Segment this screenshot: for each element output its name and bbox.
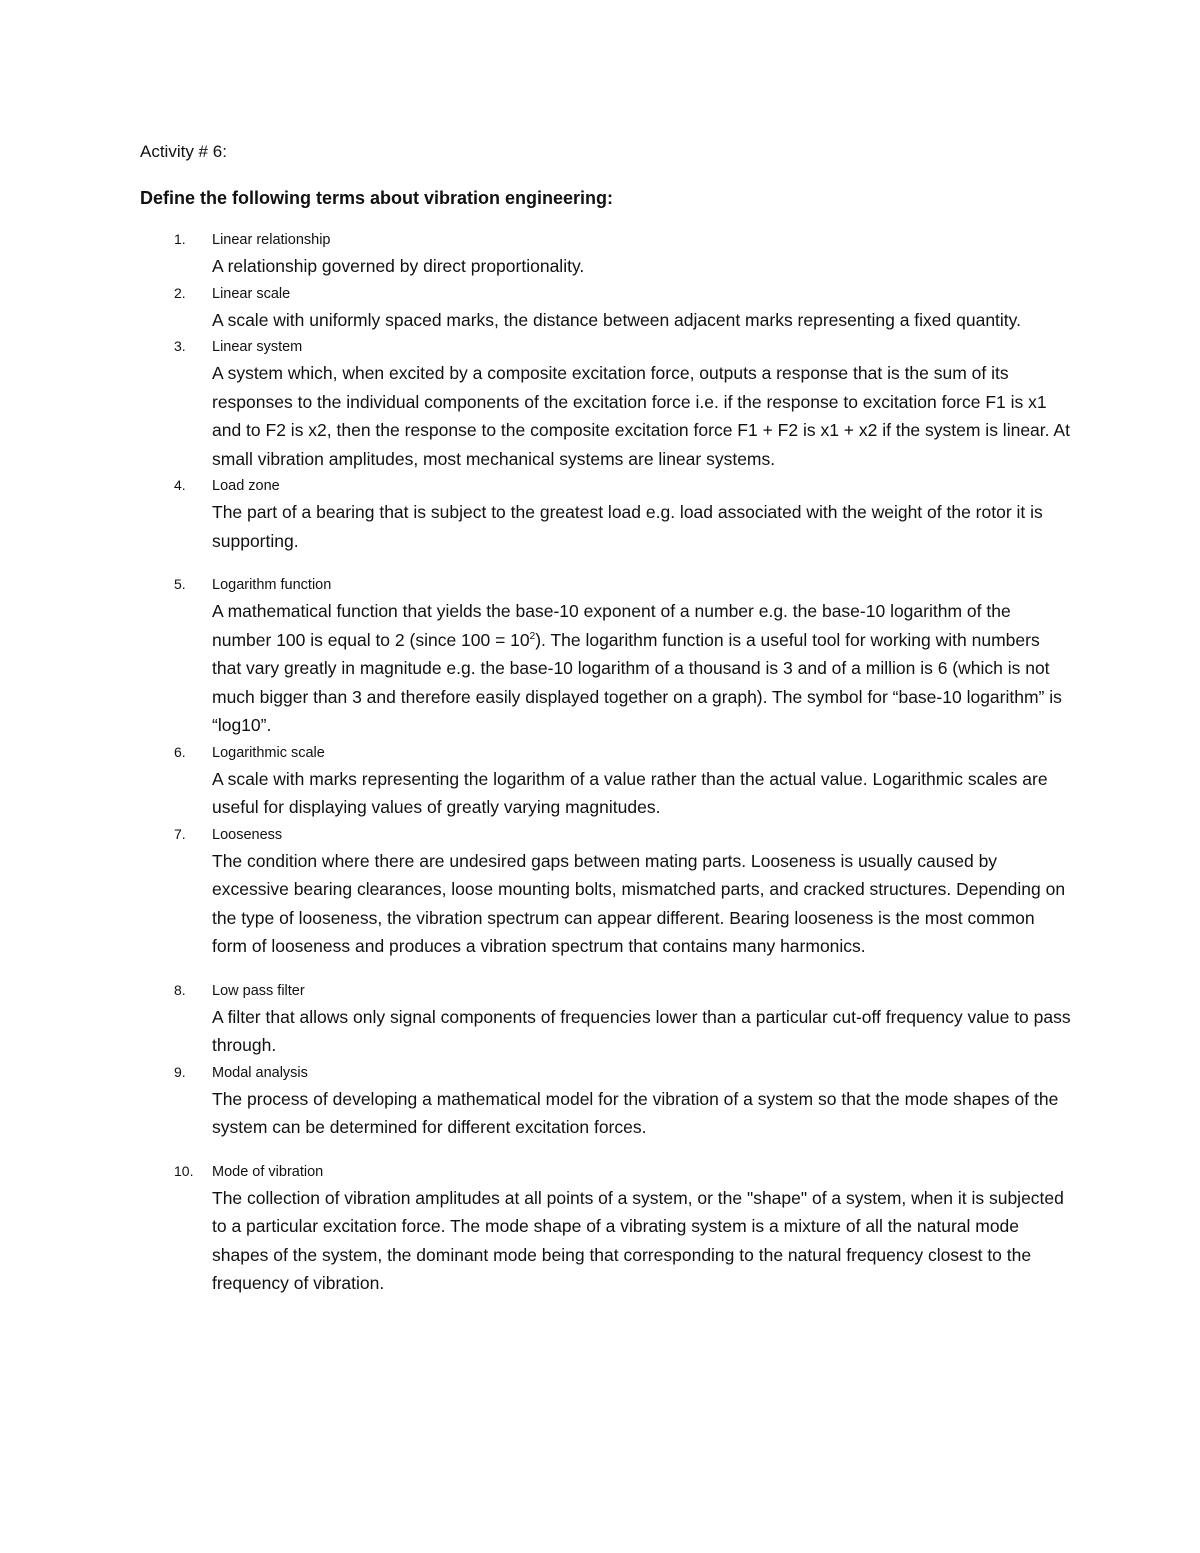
- definition-text: ). The logarithm function is a useful tool for working with numbers that vary greatly in magnitude e.g. the base-10 logarithm of a thousand is 3 and of a million is 6 (which is not much bigger than 3 and therefore easily displayed together on a graph). The symbol for “base-10 logarithm” is “log10”.: [212, 629, 1062, 735]
- definition-item: [0, 573, 1200, 740]
- term-definition: The process of developing a mathematical model for the vibration of a system so that the mode shapes of the system can be determined for different excitation forces.: [212, 1088, 1059, 1137]
- item-number: 5.: [174, 576, 186, 592]
- definition-item: [0, 741, 1200, 822]
- term-label: Low pass filter: [212, 982, 305, 999]
- term-label: Load zone: [212, 478, 280, 494]
- definition-item: [0, 1160, 1200, 1298]
- definition-item: [0, 335, 1200, 473]
- term-label: Logarithmic scale: [212, 744, 325, 761]
- term-definition: A relationship governed by direct proportionality.: [212, 256, 585, 276]
- item-number: 9.: [174, 1063, 186, 1080]
- item-number: 8.: [174, 981, 186, 998]
- term-definition: The part of a bearing that is subject to the greatest load e.g. load associated with the weight of the rotor it is supporting.: [212, 502, 1043, 551]
- item-number: 2.: [174, 284, 186, 301]
- definition-item: [0, 228, 1200, 281]
- item-number: 1.: [174, 231, 186, 247]
- term-label: Linear scale: [212, 285, 291, 302]
- item-number: 10.: [174, 1162, 194, 1179]
- term-label: Linear system: [212, 339, 303, 355]
- definition-item: [0, 474, 1200, 555]
- item-number: 4.: [174, 477, 186, 493]
- term-definition: A scale with uniformly spaced marks, the distance between adjacent marks representing a fixed quantity.: [212, 309, 1021, 330]
- exponent: 2: [529, 630, 536, 642]
- definition-item: [0, 1061, 1200, 1142]
- term-definition: A filter that allows only signal components of frequencies lower than a particular cut-off frequency value to pass through.: [212, 1006, 1071, 1055]
- term-label: Looseness: [212, 826, 283, 843]
- item-number: 3.: [174, 338, 186, 354]
- term-label: Mode of vibration: [212, 1163, 324, 1180]
- term-definition: The collection of vibration amplitudes at all points of a system, or the "shape" of a system, when it is subjected to a particular excitation force. The mode shape of a vibrating system is a mixture of all the natural mode shapes of the system, the dominant mode being that corresponding to the natural frequency closest to the frequency of vibration.: [212, 1187, 1064, 1293]
- term-definition: [212, 597, 1072, 740]
- term-definition: A system which, when excited by a composite excitation force, outputs a response that is the sum of its responses to the individual components of the excitation force i.e. if the response to excitation force F1 is x1 and to F2 is x2, then the response to the composite excitation force F1 + F2 is x1 + x2 if the system is linear. At small vibration amplitudes, most mechanical systems are linear systems.: [212, 363, 1070, 469]
- term-definition: A scale with marks representing the logarithm of a value rather than the actual value. Logarithmic scales are useful for displaying values of greatly varying magnitudes.: [212, 768, 1048, 817]
- term-label: Linear relationship: [212, 232, 331, 248]
- term-definition: The condition where there are undesired gaps between mating parts. Looseness is usually caused by excessive bearing clearances, loose mounting bolts, mismatched parts, and cracked structures. Depending on the type of looseness, the vibration spectrum can appear different. Bearing looseness is the most common form of looseness and produces a vibration spectrum that contains many harmonics.: [212, 850, 1066, 956]
- definitions-list: [0, 228, 1200, 1299]
- item-number: 6.: [174, 743, 186, 760]
- definition-item: [0, 979, 1200, 1060]
- definition-text: A mathematical function that yields the base-10 exponent of a number e.g. the base-10 logarithm of the number 100 is equal to 2 (since 100 = 10: [212, 601, 1011, 650]
- term-label: Logarithm function: [212, 577, 332, 593]
- item-number: 7.: [174, 825, 186, 842]
- activity-title: Activity # 6:: [140, 142, 227, 161]
- term-label: Modal analysis: [212, 1064, 308, 1081]
- instructions-heading: Define the following terms about vibration engineering:: [140, 188, 614, 208]
- definition-item: [0, 823, 1200, 961]
- definition-item: [0, 282, 1200, 335]
